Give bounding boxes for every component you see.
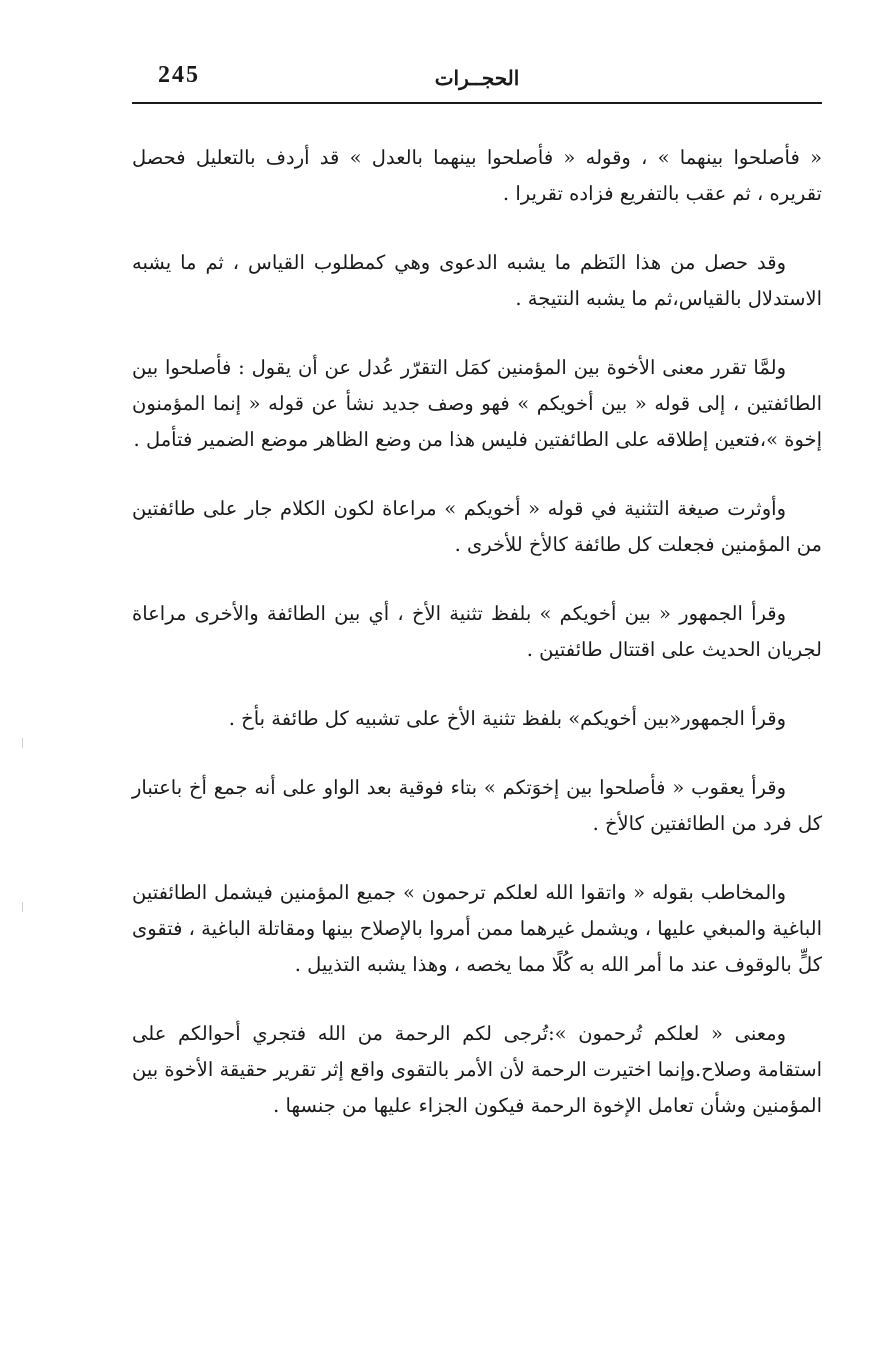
paragraph: وأوثرت صيغة التثنية في قوله « أخويكم » مراعاة لكون الكلام جار على طائفتين من المؤمنين فجعلت كل طائفة كالأخ للأخرى . <box>132 497 822 556</box>
running-title: الحجــرات <box>434 66 520 90</box>
paragraph: وقرأ الجمهور«بين أخويكم» بلفظ تثنية الأخ على تشبيه كل طائفة بأخ . <box>228 707 786 730</box>
paragraph: وقرأ الجمهور « بين أخويكم » بلفظ تثنية الأخ ، أي بين الطائفة والأخرى مراعاة لجريان الحديث على اقتتال طائفتين . <box>132 602 822 661</box>
paragraph: وقرأ يعقوب « فأصلحوا بين إخوَتكم » بتاء فوقية بعد الواو على أنه جمع أخ باعتبار كل فرد من الطائفتين كالأخ . <box>132 776 822 835</box>
page-header <box>132 58 822 104</box>
paragraph: ولمَّا تقرر معنى الأخوة بين المؤمنين كمَل التقرّر عُدل عن أن يقول : فأصلحوا بين الطائفتين ، إلى قوله « بين أخويكم » فهو وصف جديد نشأ عن قوله « إنما المؤمنون إخوة »،فتعين إطلاقه على الطائفتين فليس هذا من وضع الظاهر موضع الضمير فتأمل . <box>132 356 822 451</box>
scan-mark <box>22 902 23 912</box>
page-number: 245 <box>158 62 200 88</box>
paragraph: ومعنى « لعلكم تُرحمون »:تُرجى لكم الرحمة من الله فتجري أحوالكم على استقامة وصلاح.وإنما اختيرت الرحمة لأن الأمر بالتقوى واقع إثر تقرير حقيقة الأخوة بين المؤمنين وشأن تعامل الإخوة الرحمة فيكون الجزاء عليها من جنسها . <box>132 1022 822 1117</box>
paragraph: والمخاطب بقوله « واتقوا الله لعلكم ترحمون » جميع المؤمنين فيشمل الطائفتين الباغية والمبغي عليها ، ويشمل غيرهما ممن أمروا بالإصلاح بينها ومقاتلة الباغية ، فتقوى كلٍّ بالوقوف عند ما أمر الله به كُلًا مما يخصه ، وهذا يشبه التذييل . <box>132 881 822 976</box>
scan-mark <box>22 738 23 748</box>
paragraph: وقد حصل من هذا النَظم ما يشبه الدعوى وهي كمطلوب القياس ، ثم ما يشبه الاستدلال بالقياس،ثم ما يشبه النتيجة . <box>132 251 822 310</box>
page-body <box>132 140 822 1157</box>
paragraph: « فأصلحوا بينهما » ، وقوله « فأصلحوا بينهما بالعدل » قد أردف بالتعليل فحصل تقريره ، ثم عقب بالتفريع فزاده تقريرا . <box>132 146 822 205</box>
